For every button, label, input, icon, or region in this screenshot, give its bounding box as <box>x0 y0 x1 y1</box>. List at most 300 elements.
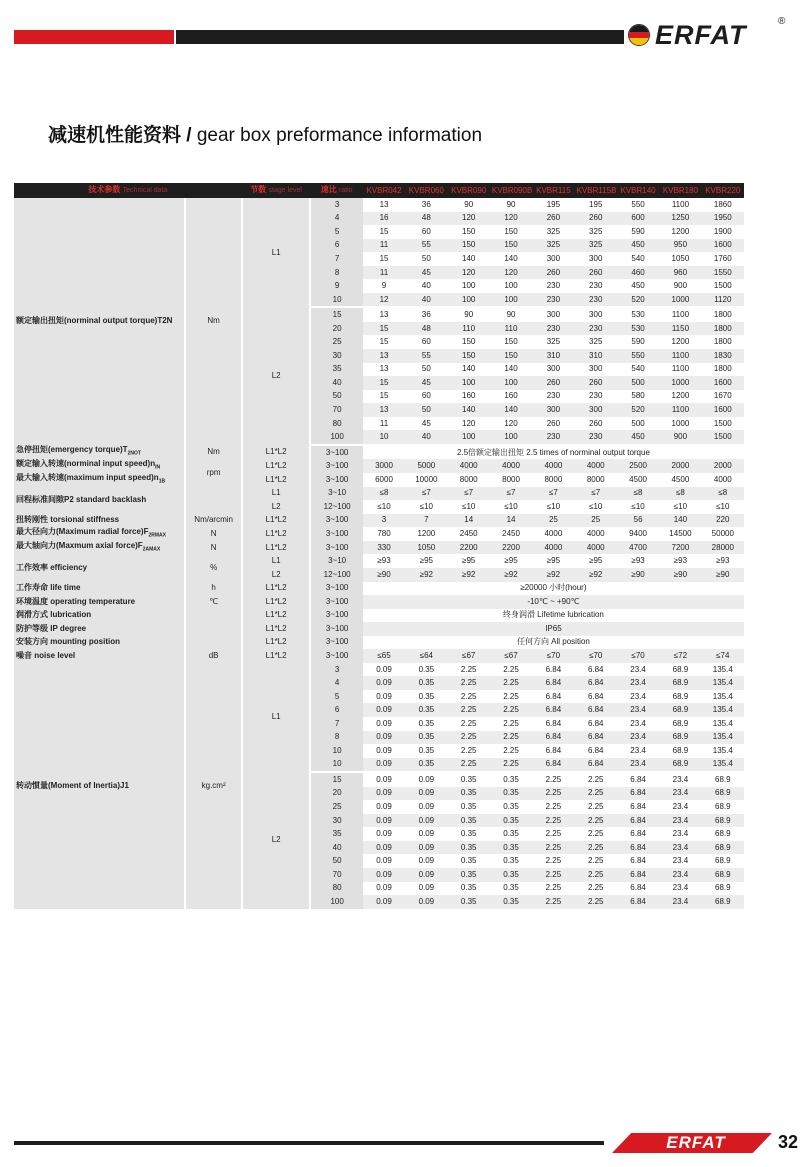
value-cell: 36 <box>405 307 447 322</box>
unit-cell: Nm <box>185 198 241 445</box>
ratio-cell: 3~100 <box>310 541 362 555</box>
value-cell: 220 <box>702 514 744 528</box>
value-cell: 11 <box>363 417 405 431</box>
value-cell: 1500 <box>702 279 744 293</box>
value-cell: 0.09 <box>363 663 405 677</box>
value-cell: 2.25 <box>575 868 617 882</box>
value-cell: 0.35 <box>405 663 447 677</box>
header-model: KVBR115B <box>575 183 617 198</box>
value-cell: 6.84 <box>532 703 574 717</box>
value-cell: 23.4 <box>617 717 659 731</box>
value-cell: 0.09 <box>363 827 405 841</box>
table-row <box>14 459 744 473</box>
value-cell: 23.4 <box>659 827 701 841</box>
merged-value: 终身润滑 Lifetime lubrication <box>363 609 744 623</box>
value-cell: 6.84 <box>575 676 617 690</box>
value-cell: 6.84 <box>532 717 574 731</box>
value-cell: 2.25 <box>490 690 532 704</box>
value-cell: 260 <box>532 212 574 226</box>
value-cell: 68.9 <box>659 731 701 745</box>
value-cell: 1000 <box>659 417 701 431</box>
registered-mark: ® <box>778 16 786 27</box>
value-cell: 1550 <box>702 266 744 280</box>
ratio-cell: 3~10 <box>310 487 362 501</box>
value-cell: 6.84 <box>532 731 574 745</box>
value-cell: 0.35 <box>405 690 447 704</box>
value-cell: 23.4 <box>659 841 701 855</box>
merged-value: IP65 <box>363 622 744 636</box>
value-cell: ≥92 <box>448 568 490 582</box>
value-cell: 0.09 <box>363 787 405 801</box>
ratio-cell: 15 <box>310 307 362 322</box>
ratio-cell: 8 <box>310 266 362 280</box>
unit-cell <box>185 622 241 636</box>
spec-table <box>14 183 744 909</box>
value-cell: 6.84 <box>532 758 574 773</box>
value-cell: 1800 <box>702 307 744 322</box>
value-cell: 140 <box>490 363 532 377</box>
spec-label <box>14 622 185 636</box>
value-cell: 60 <box>405 225 447 239</box>
header-model: KVBR090 <box>448 183 490 198</box>
value-cell: 520 <box>617 403 659 417</box>
stage-cell: L2 <box>242 772 311 908</box>
merged-value: -10℃ ~ +90℃ <box>363 595 744 609</box>
value-cell: 6.84 <box>575 744 617 758</box>
footer-brand: ERFAT <box>666 1133 726 1152</box>
value-cell: 0.35 <box>490 868 532 882</box>
value-cell: 6.84 <box>617 868 659 882</box>
value-cell: ≥92 <box>490 568 532 582</box>
value-cell: 40 <box>405 430 447 445</box>
table-row <box>14 445 744 460</box>
spec-label-subscript: IN <box>155 464 161 471</box>
ratio-cell: 3~100 <box>310 636 362 650</box>
value-cell: 0.35 <box>490 854 532 868</box>
title-cn: 减速机性能资料 <box>48 125 182 146</box>
value-cell: 2.25 <box>532 772 574 787</box>
value-cell: 55 <box>405 349 447 363</box>
ratio-cell: 3~100 <box>310 622 362 636</box>
header-tech-cn: 技术参数 <box>88 185 121 194</box>
value-cell: 450 <box>617 239 659 253</box>
value-cell: 2500 <box>617 459 659 473</box>
value-cell: 8000 <box>490 473 532 487</box>
value-cell: 6.84 <box>617 772 659 787</box>
value-cell: 0.35 <box>448 895 490 909</box>
value-cell: 120 <box>490 212 532 226</box>
stage-cell: L2 <box>242 568 311 582</box>
value-cell: 23.4 <box>659 772 701 787</box>
value-cell: 13 <box>363 363 405 377</box>
value-cell: 8000 <box>532 473 574 487</box>
spec-label-text: 防护等级 IP degree <box>16 623 87 633</box>
value-cell: 1200 <box>659 390 701 404</box>
ratio-cell: 8 <box>310 731 362 745</box>
brand-name: ERFAT <box>655 20 747 50</box>
value-cell: 1000 <box>659 376 701 390</box>
value-cell: 2.25 <box>532 787 574 801</box>
value-cell: 150 <box>448 225 490 239</box>
value-cell: 2.25 <box>448 690 490 704</box>
value-cell: 0.09 <box>405 800 447 814</box>
spec-label-text: 扭转刚性 torsional stiffness <box>16 515 120 525</box>
value-cell: 1800 <box>702 363 744 377</box>
spec-label <box>14 649 185 663</box>
value-cell: 230 <box>532 279 574 293</box>
ratio-cell: 70 <box>310 403 362 417</box>
value-cell: ≤70 <box>532 649 574 663</box>
spec-label <box>14 636 185 650</box>
table-row <box>14 622 744 636</box>
ratio-cell: 6 <box>310 703 362 717</box>
header-black-bar <box>176 30 624 44</box>
value-cell: 1200 <box>659 225 701 239</box>
value-cell: ≤7 <box>532 487 574 501</box>
spec-label-text: 润滑方式 lubrication <box>16 610 92 620</box>
value-cell: 8000 <box>448 473 490 487</box>
value-cell: ≥92 <box>405 568 447 582</box>
unit-cell: N <box>185 541 241 555</box>
value-cell: 5000 <box>405 459 447 473</box>
brand-logo <box>628 16 788 50</box>
value-cell: 120 <box>490 266 532 280</box>
value-cell: 11 <box>363 239 405 253</box>
ratio-cell: 80 <box>310 882 362 896</box>
value-cell: 260 <box>532 417 574 431</box>
spec-label-text: 工作效率 efficiency <box>16 562 88 572</box>
value-cell: 135.4 <box>702 663 744 677</box>
value-cell: 0.09 <box>405 854 447 868</box>
stage-cell: L1*L2 <box>242 649 311 663</box>
value-cell: 2.25 <box>575 787 617 801</box>
header-model: KVBR220 <box>702 183 744 198</box>
value-cell: 2.25 <box>448 758 490 773</box>
stage-cell: L1*L2 <box>242 595 311 609</box>
ratio-cell: 70 <box>310 868 362 882</box>
table-row <box>14 636 744 650</box>
value-cell: 540 <box>617 252 659 266</box>
stage-cell: L1*L2 <box>242 541 311 555</box>
spec-label-text: 回程标准间隙P2 standard backlash <box>16 495 147 505</box>
value-cell: 1100 <box>659 363 701 377</box>
value-cell: 4700 <box>617 541 659 555</box>
value-cell: 2.25 <box>448 663 490 677</box>
header-model: KVBR180 <box>659 183 701 198</box>
value-cell: 260 <box>532 266 574 280</box>
value-cell: 325 <box>532 239 574 253</box>
value-cell: 2.25 <box>448 676 490 690</box>
value-cell: 13 <box>363 403 405 417</box>
page-title <box>48 120 482 147</box>
value-cell: 110 <box>448 322 490 336</box>
value-cell: 0.09 <box>405 814 447 828</box>
value-cell: 1500 <box>702 417 744 431</box>
value-cell: 0.09 <box>363 854 405 868</box>
value-cell: 0.35 <box>405 758 447 773</box>
value-cell: 260 <box>575 417 617 431</box>
value-cell: 0.09 <box>363 744 405 758</box>
value-cell: 450 <box>617 430 659 445</box>
value-cell: 195 <box>575 198 617 212</box>
value-cell: 6.84 <box>617 787 659 801</box>
value-cell: 56 <box>617 514 659 528</box>
value-cell: 100 <box>490 376 532 390</box>
value-cell: 1830 <box>702 349 744 363</box>
value-cell: 6.84 <box>532 690 574 704</box>
value-cell: 2000 <box>659 459 701 473</box>
value-cell: 325 <box>575 239 617 253</box>
value-cell: 4000 <box>532 527 574 541</box>
value-cell: ≥95 <box>532 554 574 568</box>
ratio-cell: 4 <box>310 676 362 690</box>
value-cell: 140 <box>490 252 532 266</box>
value-cell: 1600 <box>702 403 744 417</box>
value-cell: 4000 <box>490 459 532 473</box>
value-cell: 590 <box>617 225 659 239</box>
value-cell: ≤7 <box>405 487 447 501</box>
value-cell: 1100 <box>659 403 701 417</box>
value-cell: 0.35 <box>448 772 490 787</box>
stage-cell: L1*L2 <box>242 459 311 473</box>
value-cell: ≥90 <box>659 568 701 582</box>
value-cell: 2000 <box>702 459 744 473</box>
value-cell: 2.25 <box>575 814 617 828</box>
ratio-cell: 100 <box>310 430 362 445</box>
value-cell: 48 <box>405 212 447 226</box>
value-cell: 6.84 <box>617 854 659 868</box>
value-cell: 2200 <box>490 541 532 555</box>
value-cell: 460 <box>617 266 659 280</box>
value-cell: 325 <box>532 335 574 349</box>
unit-cell <box>185 636 241 650</box>
ratio-cell: 40 <box>310 376 362 390</box>
value-cell: 1100 <box>659 307 701 322</box>
unit-cell: h <box>185 582 241 596</box>
value-cell: 23.4 <box>617 744 659 758</box>
value-cell: 4000 <box>702 473 744 487</box>
value-cell: 2.25 <box>490 731 532 745</box>
value-cell: 260 <box>575 376 617 390</box>
value-cell: 230 <box>532 293 574 308</box>
spec-label-text: 急停扭矩(emergency torque)T <box>16 445 128 455</box>
value-cell: ≥95 <box>448 554 490 568</box>
value-cell: 2.25 <box>490 717 532 731</box>
value-cell: 0.35 <box>448 814 490 828</box>
ratio-cell: 40 <box>310 841 362 855</box>
ratio-cell: 3~100 <box>310 582 362 596</box>
table-row <box>14 183 744 198</box>
table-row <box>14 554 744 568</box>
value-cell: 14500 <box>659 527 701 541</box>
stage-cell: L2 <box>242 500 311 514</box>
spec-label <box>14 554 185 581</box>
ratio-cell: 3~100 <box>310 595 362 609</box>
ratio-cell: 15 <box>310 772 362 787</box>
value-cell: 55 <box>405 239 447 253</box>
header-model: KVBR090B <box>490 183 532 198</box>
unit-cell: rpm <box>185 459 241 486</box>
value-cell: 50 <box>405 363 447 377</box>
ratio-cell: 50 <box>310 390 362 404</box>
value-cell: 14 <box>490 514 532 528</box>
value-cell: 23.4 <box>617 690 659 704</box>
ratio-cell: 3 <box>310 198 362 212</box>
value-cell: 500 <box>617 376 659 390</box>
value-cell: 7 <box>405 514 447 528</box>
ratio-cell: 100 <box>310 895 362 909</box>
value-cell: ≤7 <box>490 487 532 501</box>
value-cell: 0.09 <box>405 772 447 787</box>
value-cell: 530 <box>617 307 659 322</box>
value-cell: 1500 <box>702 430 744 445</box>
value-cell: 6.84 <box>617 841 659 855</box>
value-cell: 260 <box>532 376 574 390</box>
value-cell: 15 <box>363 225 405 239</box>
value-cell: 140 <box>448 363 490 377</box>
value-cell: 1000 <box>659 293 701 308</box>
value-cell: 0.35 <box>405 731 447 745</box>
value-cell: 1100 <box>659 198 701 212</box>
value-cell: 1600 <box>702 239 744 253</box>
value-cell: 6.84 <box>617 882 659 896</box>
ratio-cell: 20 <box>310 322 362 336</box>
value-cell: ≥93 <box>702 554 744 568</box>
value-cell: 13 <box>363 349 405 363</box>
value-cell: 0.35 <box>490 841 532 855</box>
value-cell: 68.9 <box>659 758 701 773</box>
value-cell: 6.84 <box>575 717 617 731</box>
value-cell: 0.09 <box>363 800 405 814</box>
value-cell: 50 <box>405 403 447 417</box>
ratio-cell: 5 <box>310 690 362 704</box>
value-cell: 45 <box>405 417 447 431</box>
value-cell: ≤70 <box>617 649 659 663</box>
value-cell: 6.84 <box>617 814 659 828</box>
value-cell: ≥93 <box>617 554 659 568</box>
value-cell: ≥92 <box>575 568 617 582</box>
value-cell: 0.35 <box>448 800 490 814</box>
ratio-cell: 3 <box>310 663 362 677</box>
value-cell: ≥93 <box>363 554 405 568</box>
spec-label-text: 噪音 noise level <box>16 651 76 660</box>
spec-label <box>14 459 185 473</box>
value-cell: 600 <box>617 212 659 226</box>
value-cell: 90 <box>490 307 532 322</box>
value-cell: 230 <box>532 322 574 336</box>
table-row <box>14 663 744 677</box>
value-cell: 300 <box>575 307 617 322</box>
value-cell: 0.09 <box>363 882 405 896</box>
value-cell: 6000 <box>363 473 405 487</box>
table-row <box>14 473 744 487</box>
value-cell: 60 <box>405 335 447 349</box>
value-cell: 90 <box>448 307 490 322</box>
value-cell: 48 <box>405 322 447 336</box>
flag-icon <box>628 24 650 46</box>
spec-label-text: 工作寿命 life time <box>16 583 81 593</box>
stage-cell: L1 <box>242 487 311 501</box>
spec-label <box>14 582 185 596</box>
value-cell: ≤7 <box>575 487 617 501</box>
value-cell: 140 <box>448 403 490 417</box>
value-cell: 68.9 <box>702 841 744 855</box>
value-cell: ≤10 <box>363 500 405 514</box>
value-cell: 0.35 <box>490 827 532 841</box>
value-cell: 0.35 <box>490 772 532 787</box>
value-cell: 0.35 <box>448 841 490 855</box>
value-cell: 950 <box>659 239 701 253</box>
value-cell: 550 <box>617 198 659 212</box>
stage-cell: L1*L2 <box>242 582 311 596</box>
value-cell: 6.84 <box>617 895 659 909</box>
value-cell: 0.09 <box>405 882 447 896</box>
stage-cell: L1 <box>242 663 311 772</box>
value-cell: 160 <box>448 390 490 404</box>
value-cell: 1100 <box>659 349 701 363</box>
value-cell: 1800 <box>702 322 744 336</box>
value-cell: 13 <box>363 198 405 212</box>
value-cell: 1250 <box>659 212 701 226</box>
value-cell: ≤10 <box>532 500 574 514</box>
value-cell: 1950 <box>702 212 744 226</box>
value-cell: 1050 <box>405 541 447 555</box>
value-cell: 325 <box>532 225 574 239</box>
value-cell: 150 <box>490 349 532 363</box>
ratio-cell: 20 <box>310 787 362 801</box>
value-cell: 300 <box>575 363 617 377</box>
value-cell: 230 <box>575 390 617 404</box>
value-cell: 330 <box>363 541 405 555</box>
value-cell: 520 <box>617 293 659 308</box>
value-cell: 23.4 <box>659 814 701 828</box>
spec-label-text: 最大径向力(Maximum radial force)F <box>16 527 149 537</box>
header-stage-en: stage level <box>268 187 302 194</box>
value-cell: ≥93 <box>659 554 701 568</box>
ratio-cell: 35 <box>310 827 362 841</box>
value-cell: 2.25 <box>448 744 490 758</box>
value-cell: 40 <box>405 279 447 293</box>
stage-cell: L1*L2 <box>242 609 311 623</box>
value-cell: 2200 <box>448 541 490 555</box>
spec-label <box>14 514 185 528</box>
value-cell: ≥95 <box>490 554 532 568</box>
value-cell: 780 <box>363 527 405 541</box>
value-cell: 15 <box>363 376 405 390</box>
value-cell: 68.9 <box>702 787 744 801</box>
ratio-cell: 30 <box>310 349 362 363</box>
header-tech <box>14 183 242 198</box>
value-cell: 2.25 <box>490 744 532 758</box>
value-cell: 50 <box>405 252 447 266</box>
value-cell: 11 <box>363 266 405 280</box>
value-cell: 540 <box>617 363 659 377</box>
value-cell: 2.25 <box>490 758 532 773</box>
ratio-cell: 7 <box>310 252 362 266</box>
value-cell: 2.25 <box>575 841 617 855</box>
value-cell: 0.09 <box>363 814 405 828</box>
spec-label-subscript: 2AMAX <box>142 546 161 553</box>
value-cell: 68.9 <box>659 717 701 731</box>
value-cell: 140 <box>448 252 490 266</box>
ratio-cell: 3~100 <box>310 514 362 528</box>
value-cell: 10 <box>363 430 405 445</box>
value-cell: 140 <box>659 514 701 528</box>
header-stage <box>242 183 311 198</box>
value-cell: 2450 <box>448 527 490 541</box>
value-cell: 0.09 <box>405 827 447 841</box>
value-cell: 68.9 <box>659 744 701 758</box>
